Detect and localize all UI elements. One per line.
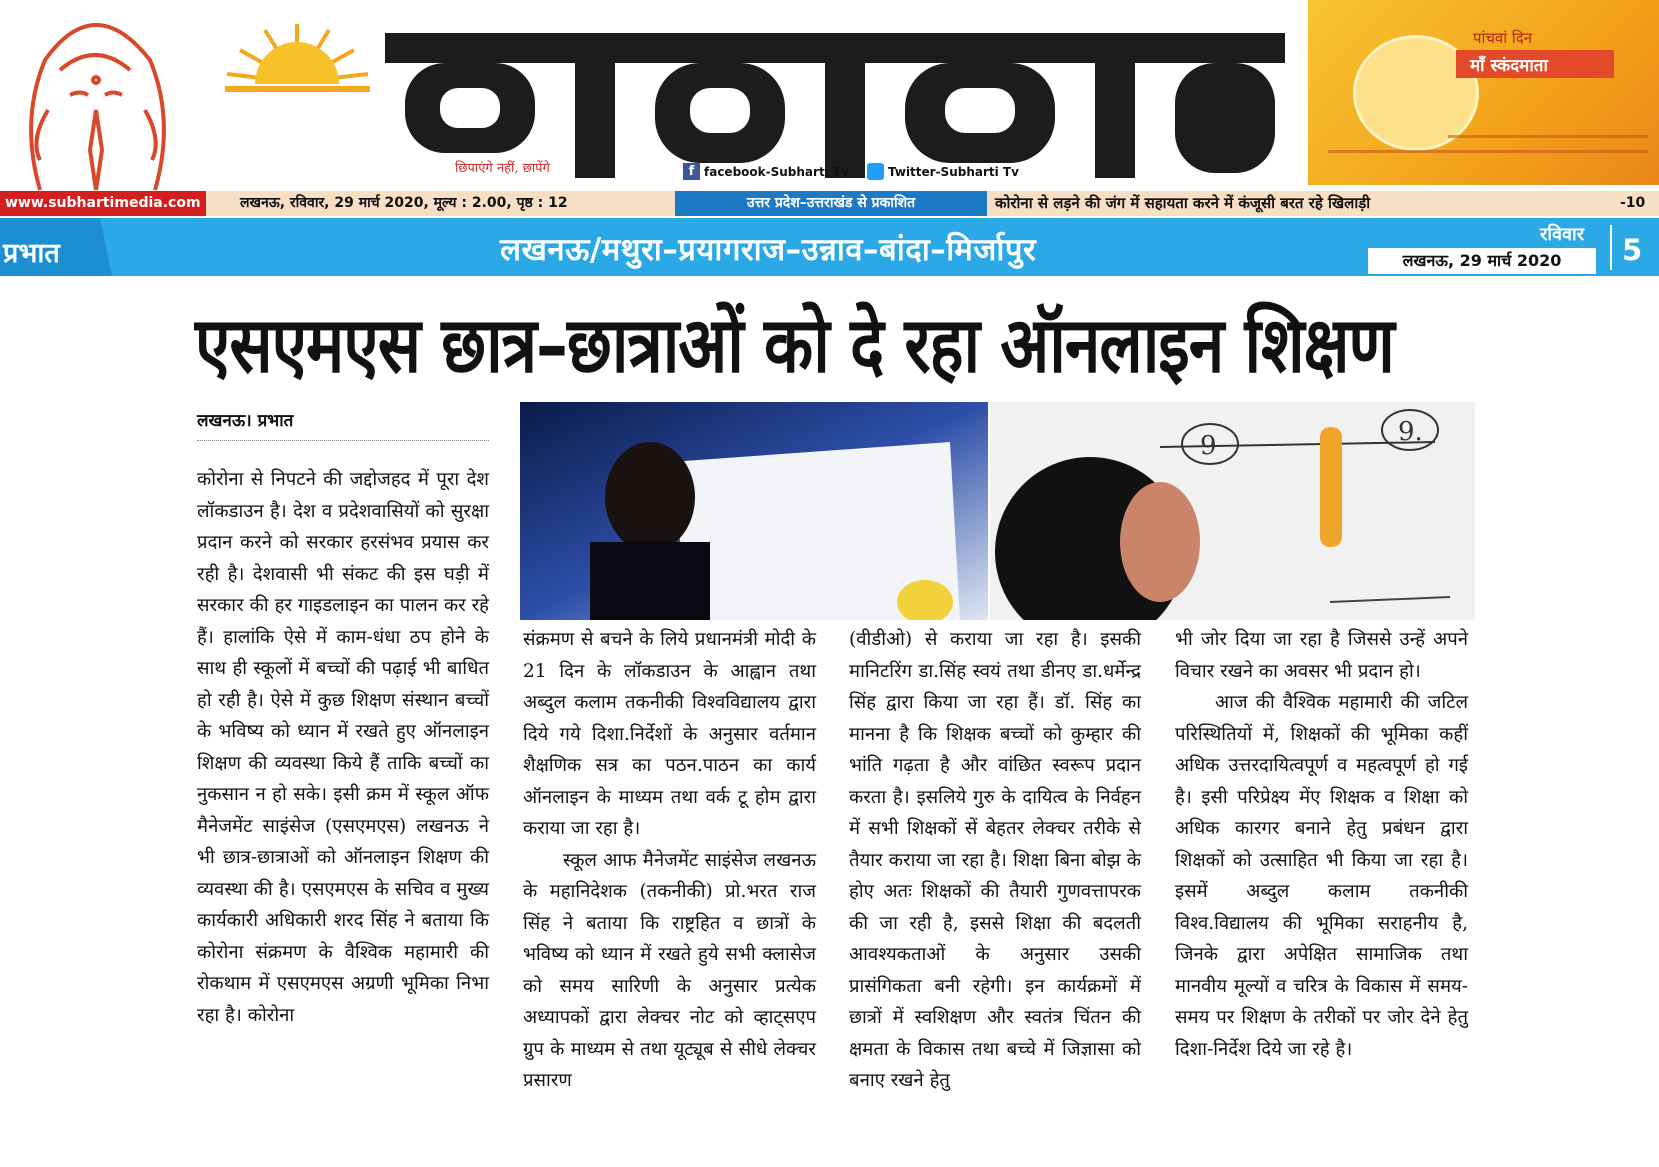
board-label-2: 9. [1398,417,1423,447]
news-ticker[interactable]: कोरोना से लड़ने की जंग में सहायता करने में कंजूसी बरत रहे खिलाड़ी [995,194,1371,212]
article-byline: लखनऊ। प्रभात [197,411,294,431]
article-column-3 [849,624,1141,1097]
article-paragraph: भी जोर दिया जा रहा है जिससे उन्हें अपने विचार रखने का अवसर भी प्रदान हो। [1175,629,1468,682]
ticker-page-ref: -10 [1620,195,1646,211]
namaste-logo [0,0,190,195]
masthead-tagline: छिपाएंगे नहीं, छापेंगे [455,161,550,176]
twitter-label: Twitter-Subharti Tv [887,164,1019,179]
teacher-closeup-photo [990,402,1475,620]
article-paragraph: कोरोना से निपटने की जद्दोजहद में पूरा देश लॉकडाउन है। देश व प्रदेशवासियों को सुरक्षा प्रदान करने को सरकार हरसंभव प्रयास कर रही है। देशवासी भी संकट की इस घड़ी में सरकार की हर गाइडलाइन का पालन कर रहे हैं। हालांकि ऐसे में काम-धंधा ठप होने के साथ ही स्कूलों में बच्चों की पढ़ाई भी बाधित हो रही है। ऐसे में कुछ शिक्षण संस्थान बच्चों के भविष्य को ध्यान में रखते हुए ऑनलाइन शिक्षण की व्यवस्था किये हैं ताकि बच्चों का नुकसान न हो सके। इसी क्रम में स्कूल ऑफ मैनेजमेंट साइंसेज (एसएमएस) लखनऊ ने भी छात्र-छात्राओं को ऑनलाइन शिक्षण की व्यवस्था की है। एसएमएस के सचिव व मुख्य कार्यकारी अधिकारी शरद सिंह ने बताया कि कोरोना संक्रमण के वैश्विक महामारी की रोकथाम में एसएमएस अग्रणी भूमिका निभा रहा है। कोरोना [197,469,489,1026]
masthead-logo [385,18,1285,178]
article-paragraph: (वीडीओ) से कराया जा रहा है। इसकी मानिटरिंग डा.सिंह स्वयं तथा डीनए डा.धर्मेन्द्र सिंह द्वारा किया जा रहा हैं। डॉ. सिंह का मानना है कि शिक्षक बच्चों को कुम्हार की भांति गढ़ता है और वांछित स्वरूप प्रदान करता है। इसलिये गुरु के दायित्व के निर्वहन में सभी शिक्षकों सें बेहतर लेक्चर तरीके से तैयार कराया जा रहा है। शिक्षा बिना बोझ के होए अतः शिक्षकों की तैयारी गुणवत्तापरक की जा रही है, इससे शिक्षा की बदलती आवश्यकताओं के अनुसार उसकी प्रासंगिकता बनी रहेगी। इन कार्यक्रमों में छात्रों में स्वशिक्षण और स्वतंत्र चिंतन की क्षमता के विकास तथा बच्चे में जिज्ञासा को बनाए रखने हेतु [849,629,1141,1091]
article-column-4 [1175,624,1468,1065]
section-tab-slant [100,218,112,276]
article-column-1 [197,464,489,1031]
ad-day-label: पांचवां दिन [1473,29,1533,47]
article-paragraph: स्कूल आफ मैनेजमेंट साइंसेज लखनऊ के महानिदेशक (तकनीकी) प्रो.भरत राज सिंह ने बताया कि राष्ट्रहित व छात्रों के भविष्य को ध्यान में रखते हुये सभी क्लासेज को समय सारिणी के अनुसार प्रत्येक अध्यापकों द्वारा लेक्चर नोट को व्हाट्सएप ग्रुप के माध्यम से तथा यूट्यूब से सीधे लेक्चर प्रसारण [523,849,816,1091]
twitter-icon [867,163,884,180]
advertisement-banner[interactable] [1308,0,1659,185]
page-number: 5 [1622,233,1643,267]
social-links [683,163,1019,180]
section-day: रविवार [1540,224,1585,245]
facebook-link[interactable] [683,163,849,180]
section-divider [1610,225,1612,270]
article-paragraph: आज की वैश्विक महामारी की जटिल परिस्थितियों में, शिक्षकों की भूमिका कहीं अधिक उत्तरदायित्वपूर्ण व महत्वपूर्ण हो गई है। इसी परिप्रेक्ष्य मेंए शिक्षक व शिक्षा को अधिक कारगर बनाने हेतु प्रबंधन द्वारा शिक्षकों को उत्साहित भी किया जा रहा है। इसमें अब्दुल कलाम तकनीकी विश्व.विद्यालय की भूमिका सराहनीय है, जिनके द्वारा अपेक्षित सामाजिक तथा मानवीय मूल्यों व चरित्र के विकास में समय-समय पर शिक्षण के तरीकों पर जोर देने हेतु दिशा-निर्देश दिये जा रहे है। [1175,692,1468,1060]
teacher-whiteboard-photo [520,402,988,620]
byline-divider [197,440,489,441]
ad-name: माँ स्कंदमाता [1470,56,1548,76]
board-label-1: 9 [1200,431,1217,461]
section-name: प्रभात [3,238,60,269]
publication-label: उत्तर प्रदेश–उत्तराखंड से प्रकाशित [675,191,987,216]
sun-logo [225,22,370,102]
article-paragraph: संक्रमण से बचने के लिये प्रधानमंत्री मोदी के 21 दिन के लॉकडाउन के आह्वान तथा अब्दुल कलाम तकनीकी विश्वविद्यालय द्वारा दिये गये दिशा.निर्देशों के अनुसार वर्तमान शैक्षणिक सत्र का पठन.पाठन का कार्य ऑनलाइन के माध्यम तथा वर्क टू होम द्वारा कराया जा रहा है। [523,629,816,839]
section-cities: लखनऊ/मथुरा–प्रयागराज–उन्नाव–बांदा–मिर्जापुर [500,232,1037,268]
facebook-icon: f [683,163,700,180]
article-column-2 [523,624,816,1097]
website-link[interactable]: www.subhartimedia.com [0,191,206,216]
ad-fine-print [1448,135,1648,138]
facebook-label: facebook-Subharti Tv [704,164,849,179]
ad-fine-print [1328,150,1648,153]
dateline: लखनऊ, रविवार, 29 मार्च 2020, मूल्य : 2.00, पृष्ठ : 12 [240,195,568,211]
section-date: लखनऊ, 29 मार्च 2020 [1368,248,1596,274]
twitter-link[interactable] [867,163,1019,180]
article-headline: एसएमएस छात्र–छात्राओं को दे रहा ऑनलाइन शिक्षण [195,302,1394,391]
